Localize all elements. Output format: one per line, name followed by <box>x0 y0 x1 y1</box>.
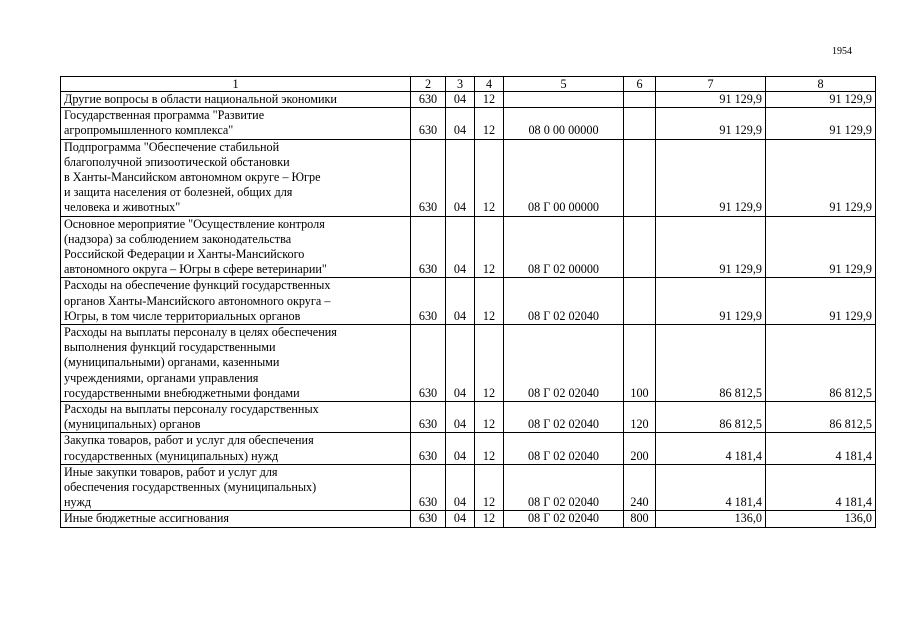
table-row <box>61 278 876 325</box>
amount-cell: 4 181,4 <box>766 464 876 511</box>
table-row <box>61 402 876 433</box>
column-header: 5 <box>504 77 624 92</box>
description-line: государственными внебюджетными фондами <box>64 385 300 400</box>
subsection-cell: 12 <box>475 433 504 464</box>
description-line: агропромышленного комплекса" <box>64 123 234 138</box>
table-row <box>61 433 876 464</box>
description-line: Подпрограмма "Обеспечение стабильной <box>64 139 280 154</box>
column-header: 3 <box>446 77 475 92</box>
column-header: 7 <box>656 77 766 92</box>
subsection-cell: 12 <box>475 139 504 216</box>
target-article-cell: 08 Г 02 02040 <box>504 433 624 464</box>
row-description <box>61 464 411 511</box>
description-line: Расходы на выплаты персоналу в целях обеспечения <box>64 325 337 340</box>
description-line: (муниципальными) органами, казенными <box>64 355 280 370</box>
column-header: 6 <box>624 77 656 92</box>
subsection-cell: 12 <box>475 216 504 278</box>
expense-type-cell <box>624 108 656 139</box>
target-article-cell <box>504 92 624 108</box>
amount-cell: 4 181,4 <box>766 433 876 464</box>
section-cell: 04 <box>446 278 475 325</box>
description-line: государственных (муниципальных) нужд <box>64 448 279 463</box>
column-header: 8 <box>766 77 876 92</box>
section-cell: 04 <box>446 402 475 433</box>
amount-cell: 91 129,9 <box>766 216 876 278</box>
amount-cell: 91 129,9 <box>766 139 876 216</box>
table-row <box>61 139 876 216</box>
target-article-cell: 08 Г 00 00000 <box>504 139 624 216</box>
target-article-cell: 08 Г 02 00000 <box>504 216 624 278</box>
amount-cell: 91 129,9 <box>656 92 766 108</box>
section-cell: 04 <box>446 511 475 527</box>
section-cell: 04 <box>446 139 475 216</box>
column-header: 4 <box>475 77 504 92</box>
description-line: автономного округа – Югры в сфере ветеринарии" <box>64 262 327 277</box>
description-line: благополучной эпизоотической обстановки <box>64 154 290 169</box>
expense-type-cell: 100 <box>624 325 656 402</box>
amount-cell: 86 812,5 <box>766 325 876 402</box>
admin-code-cell: 630 <box>411 108 446 139</box>
admin-code-cell: 630 <box>411 511 446 527</box>
description-line: Расходы на выплаты персоналу государственных <box>64 402 319 417</box>
subsection-cell: 12 <box>475 325 504 402</box>
section-cell: 04 <box>446 92 475 108</box>
expense-type-cell <box>624 92 656 108</box>
amount-cell: 136,0 <box>656 511 766 527</box>
expense-type-cell <box>624 278 656 325</box>
target-article-cell: 08 Г 02 02040 <box>504 278 624 325</box>
target-article-cell: 08 Г 02 02040 <box>504 402 624 433</box>
amount-cell: 91 129,9 <box>656 216 766 278</box>
description-line: в Ханты-Мансийском автономном округе – Югре <box>64 170 321 185</box>
expense-type-cell: 240 <box>624 464 656 511</box>
amount-cell: 86 812,5 <box>766 402 876 433</box>
subsection-cell: 12 <box>475 278 504 325</box>
budget-table <box>60 76 876 528</box>
admin-code-cell: 630 <box>411 216 446 278</box>
page-number: 1954 <box>832 46 852 57</box>
description-line: (надзора) за соблюдением законодательства <box>64 231 292 246</box>
row-description <box>61 278 411 325</box>
column-header: 1 <box>61 77 411 92</box>
row-description <box>61 92 411 108</box>
amount-cell: 91 129,9 <box>656 278 766 325</box>
description-line: выполнения функций государственными <box>64 340 276 355</box>
table-row <box>61 511 876 527</box>
section-cell: 04 <box>446 433 475 464</box>
row-description <box>61 139 411 216</box>
admin-code-cell: 630 <box>411 278 446 325</box>
amount-cell: 4 181,4 <box>656 464 766 511</box>
target-article-cell: 08 Г 02 02040 <box>504 325 624 402</box>
table-row <box>61 92 876 108</box>
amount-cell: 91 129,9 <box>766 108 876 139</box>
table-row <box>61 108 876 139</box>
expense-type-cell: 120 <box>624 402 656 433</box>
description-line: учреждениями, органами управления <box>64 370 259 385</box>
description-line: Основное мероприятие "Осуществление контроля <box>64 216 325 231</box>
amount-cell: 91 129,9 <box>656 139 766 216</box>
section-cell: 04 <box>446 216 475 278</box>
row-description <box>61 511 411 527</box>
admin-code-cell: 630 <box>411 139 446 216</box>
table-row <box>61 216 876 278</box>
amount-cell: 86 812,5 <box>656 325 766 402</box>
table-row <box>61 464 876 511</box>
row-description <box>61 402 411 433</box>
subsection-cell: 12 <box>475 402 504 433</box>
description-line: обеспечения государственных (муниципальных) <box>64 480 317 495</box>
expense-type-cell: 800 <box>624 511 656 527</box>
description-line: Иные бюджетные ассигнования <box>64 511 230 526</box>
description-line: Российской Федерации и Ханты-Мансийского <box>64 247 305 262</box>
admin-code-cell: 630 <box>411 402 446 433</box>
target-article-cell: 08 Г 02 02040 <box>504 464 624 511</box>
row-description <box>61 108 411 139</box>
expense-type-cell <box>624 139 656 216</box>
description-line: Государственная программа "Развитие <box>64 108 265 123</box>
description-line: человека и животных" <box>64 200 181 215</box>
table-header-row <box>61 77 876 92</box>
table-row <box>61 325 876 402</box>
description-line: Расходы на обеспечение функций государственных <box>64 278 331 293</box>
subsection-cell: 12 <box>475 108 504 139</box>
description-line: нужд <box>64 495 92 510</box>
description-line: (муниципальных) органов <box>64 417 201 432</box>
amount-cell: 4 181,4 <box>656 433 766 464</box>
table-body <box>61 92 876 528</box>
amount-cell: 91 129,9 <box>766 92 876 108</box>
target-article-cell: 08 0 00 00000 <box>504 108 624 139</box>
column-header: 2 <box>411 77 446 92</box>
subsection-cell: 12 <box>475 92 504 108</box>
description-line: Иные закупки товаров, работ и услуг для <box>64 464 278 479</box>
row-description <box>61 216 411 278</box>
section-cell: 04 <box>446 325 475 402</box>
row-description <box>61 433 411 464</box>
expense-type-cell <box>624 216 656 278</box>
amount-cell: 91 129,9 <box>656 108 766 139</box>
section-cell: 04 <box>446 108 475 139</box>
amount-cell: 91 129,9 <box>766 278 876 325</box>
description-line: и защита населения от болезней, общих для <box>64 185 293 200</box>
section-cell: 04 <box>446 464 475 511</box>
admin-code-cell: 630 <box>411 464 446 511</box>
admin-code-cell: 630 <box>411 433 446 464</box>
description-line: Другие вопросы в области национальной экономики <box>64 92 337 106</box>
description-line: органов Ханты-Мансийского автономного округа – <box>64 293 331 308</box>
description-line: Югры, в том числе территориальных органов <box>64 308 301 323</box>
admin-code-cell: 630 <box>411 325 446 402</box>
amount-cell: 136,0 <box>766 511 876 527</box>
expense-type-cell: 200 <box>624 433 656 464</box>
description-line: Закупка товаров, работ и услуг для обеспечения <box>64 433 314 448</box>
row-description <box>61 325 411 402</box>
admin-code-cell: 630 <box>411 92 446 108</box>
amount-cell: 86 812,5 <box>656 402 766 433</box>
subsection-cell: 12 <box>475 464 504 511</box>
target-article-cell: 08 Г 02 02040 <box>504 511 624 527</box>
subsection-cell: 12 <box>475 511 504 527</box>
